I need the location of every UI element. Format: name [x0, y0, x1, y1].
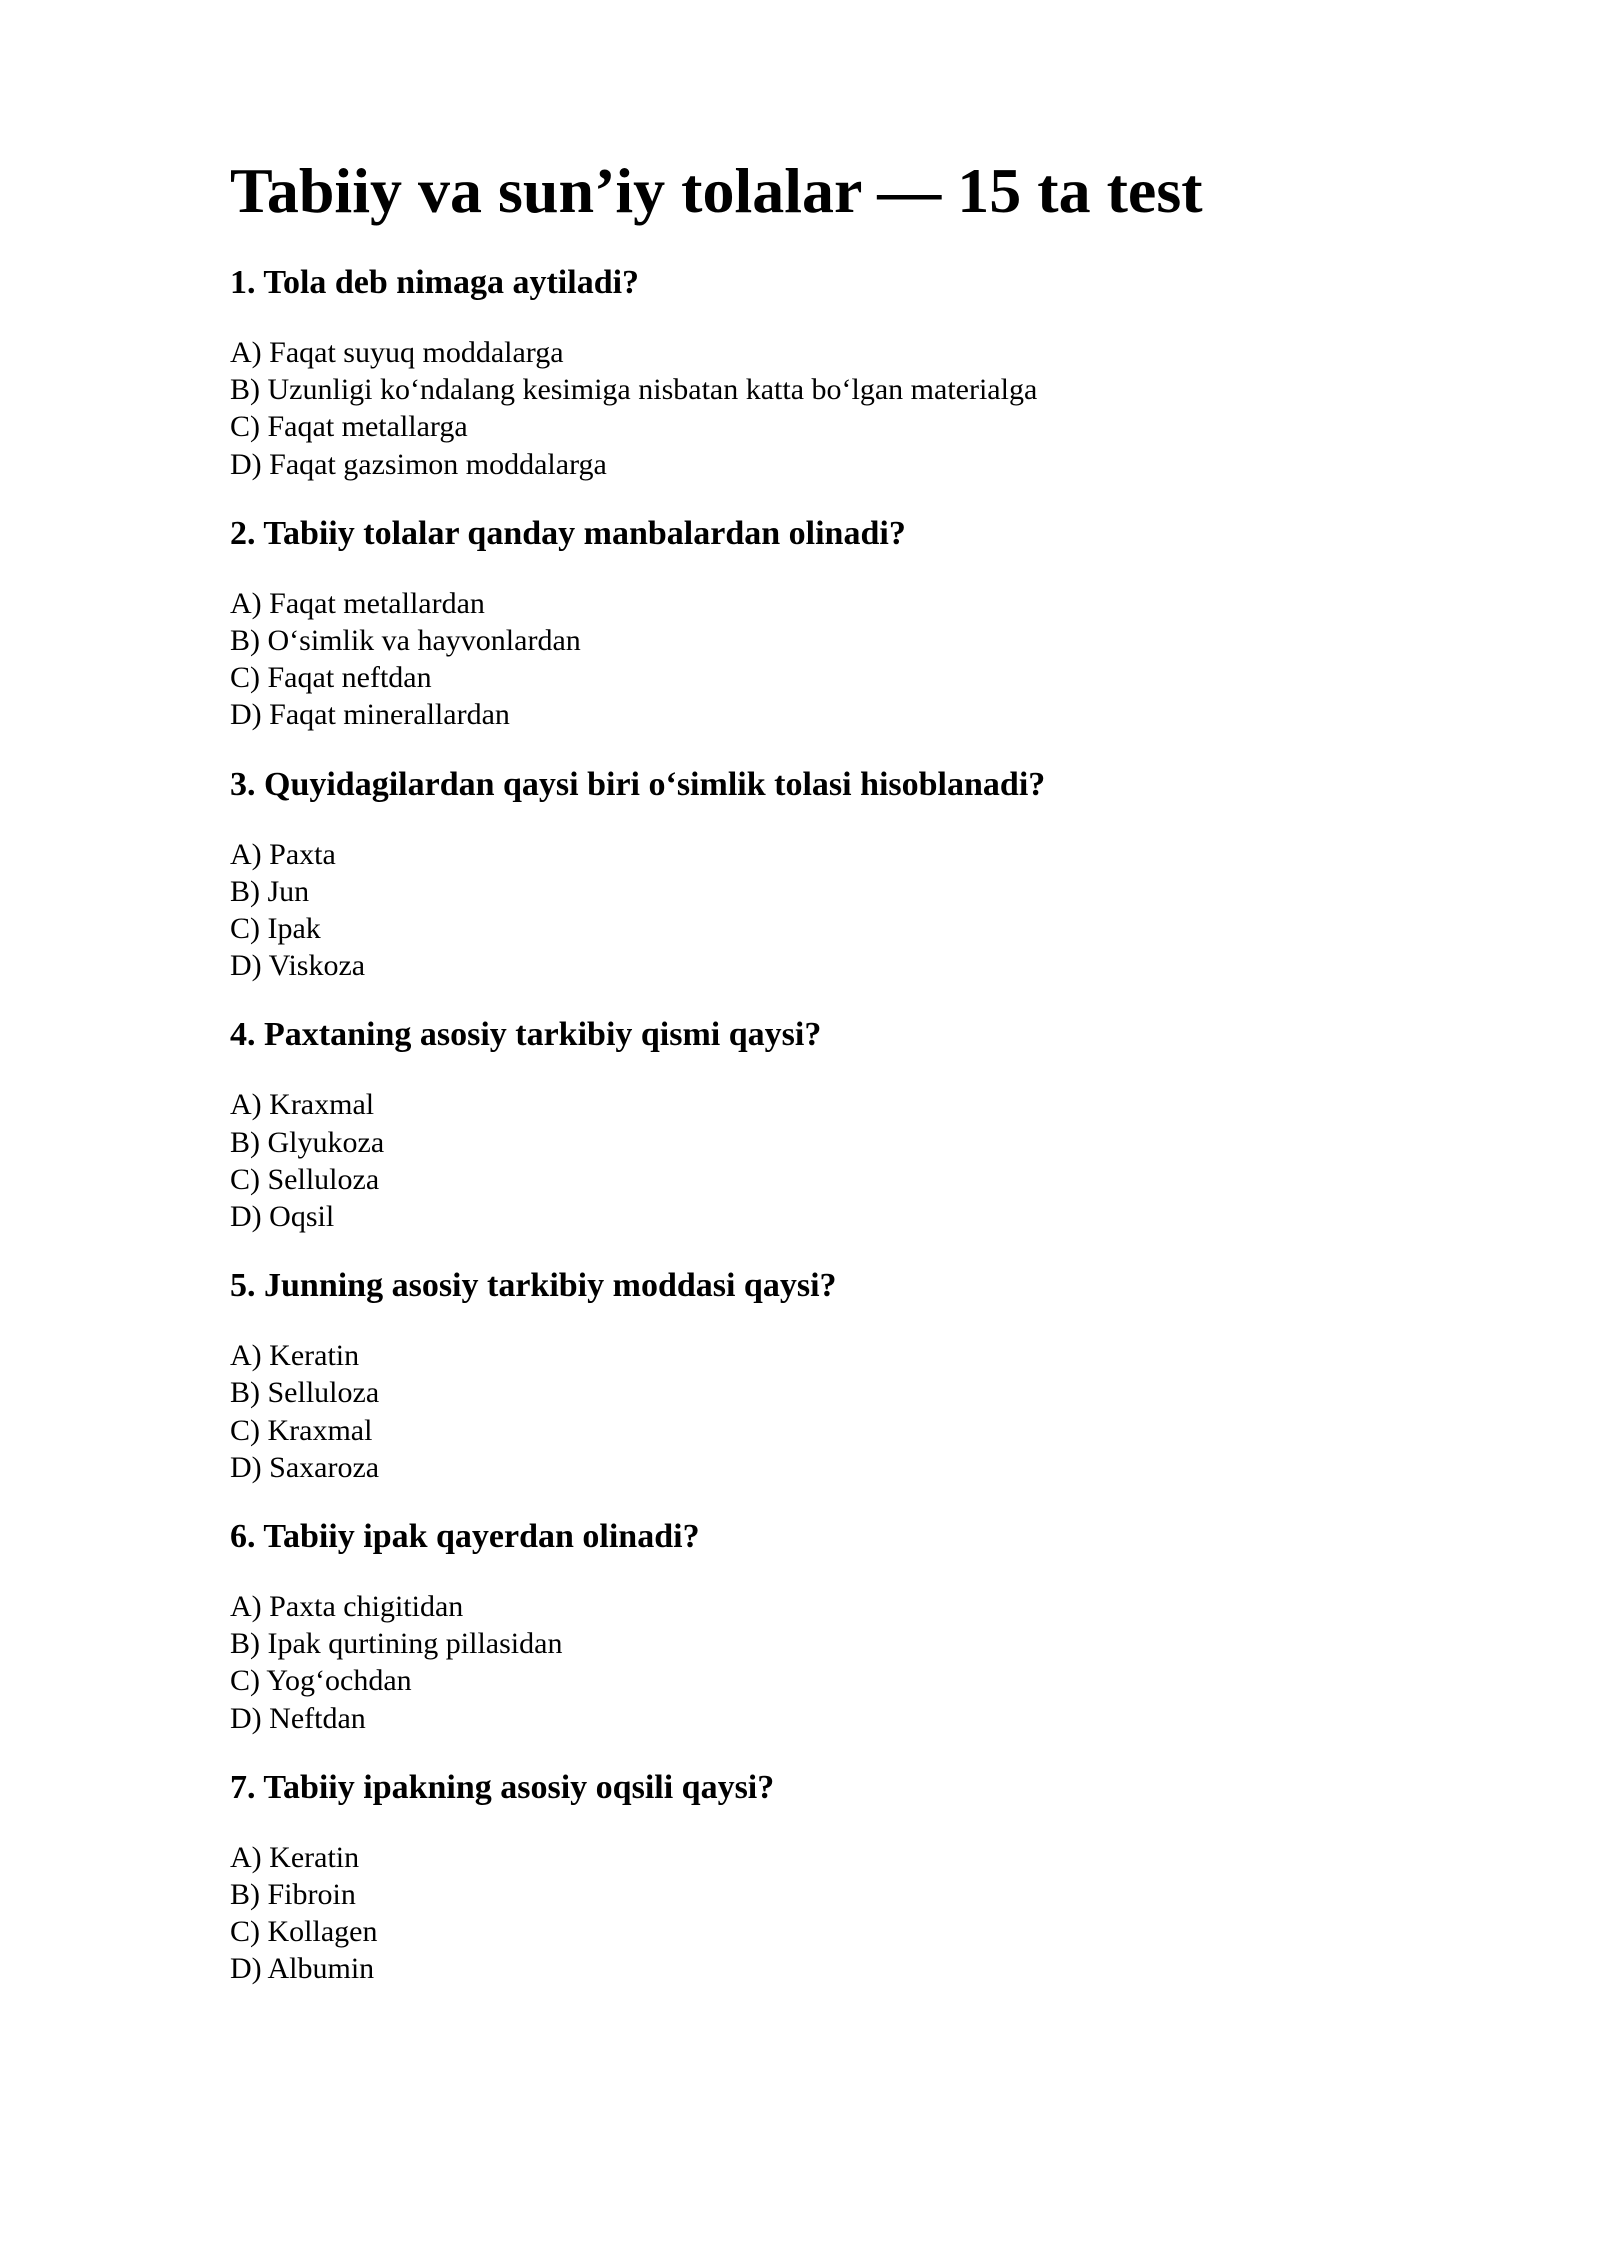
- option-a: A) Paxta chigitidan: [230, 1590, 464, 1624]
- answer-options: [230, 334, 1430, 483]
- option-a: A) Kraxmal: [230, 1088, 375, 1122]
- answer-options: [230, 1839, 1430, 1988]
- option-c: C) Faqat neftdan: [230, 661, 432, 695]
- option-b: B) Ipak qurtining pillasidan: [230, 1627, 563, 1661]
- question-text: 4. Paxtaning asosiy tarkibiy qismi qaysi?: [230, 1016, 822, 1054]
- option-b: B) Fibroin: [230, 1878, 356, 1912]
- answer-options: [230, 1337, 1430, 1486]
- option-d: D) Saxaroza: [230, 1450, 380, 1484]
- question-1: [230, 262, 1430, 483]
- question-text: 3. Quyidagilardan qaysi biri o‘simlik tolasi hisoblanadi?: [230, 765, 1046, 803]
- answer-options: [230, 1086, 1430, 1235]
- answer-options: [230, 836, 1430, 985]
- option-d: D) Faqat minerallardan: [230, 698, 510, 732]
- option-a: A) Faqat suyuq moddalarga: [230, 336, 564, 369]
- question-text: 2. Tabiiy tolalar qanday manbalardan olinadi?: [230, 514, 906, 552]
- option-a: A) Paxta: [230, 837, 336, 871]
- option-d: D) Faqat gazsimon moddalarga: [230, 447, 607, 481]
- option-c: C) Yog‘ochdan: [230, 1664, 412, 1698]
- question-6: [230, 1516, 1430, 1737]
- option-b: B) Jun: [230, 874, 310, 908]
- option-d: D) Viskoza: [230, 949, 366, 983]
- question-4: [230, 1014, 1430, 1235]
- option-b: B) O‘simlik va hayvonlardan: [230, 624, 581, 658]
- option-b: B) Uzunligi ko‘ndalang kesimiga nisbatan katta bo‘lgan materialga: [230, 373, 1038, 407]
- option-d: D) Albumin: [230, 1952, 375, 1986]
- question-2: [230, 513, 1430, 734]
- question-text: 5. Junning asosiy tarkibiy moddasi qaysi?: [230, 1267, 837, 1305]
- option-c: C) Kraxmal: [230, 1413, 373, 1447]
- option-b: B) Selluloza: [230, 1376, 380, 1410]
- question-3: [230, 764, 1430, 985]
- question-text: 6. Tabiiy ipak qayerdan olinadi?: [230, 1518, 700, 1556]
- question-text: 1. Tola deb nimaga aytiladi?: [230, 264, 640, 301]
- option-d: D) Oqsil: [230, 1200, 335, 1234]
- option-c: C) Kollagen: [230, 1915, 378, 1949]
- option-c: C) Selluloza: [230, 1162, 380, 1196]
- option-b: B) Glyukoza: [230, 1125, 385, 1159]
- option-a: A) Faqat metallardan: [230, 586, 485, 620]
- question-text: 7. Tabiiy ipakning asosiy oqsili qaysi?: [230, 1768, 775, 1806]
- question-5: [230, 1265, 1430, 1486]
- option-a: A) Keratin: [230, 1840, 360, 1874]
- option-c: C) Ipak: [230, 912, 321, 946]
- document-page: [230, 150, 1430, 1988]
- option-c: C) Faqat metallarga: [230, 410, 468, 444]
- answer-options: [230, 1588, 1430, 1737]
- answer-options: [230, 585, 1430, 734]
- document-title: Tabiiy va sun’iy tolalar — 15 ta test: [230, 155, 1203, 226]
- option-a: A) Keratin: [230, 1339, 360, 1373]
- question-7: [230, 1767, 1430, 1988]
- option-d: D) Neftdan: [230, 1701, 366, 1735]
